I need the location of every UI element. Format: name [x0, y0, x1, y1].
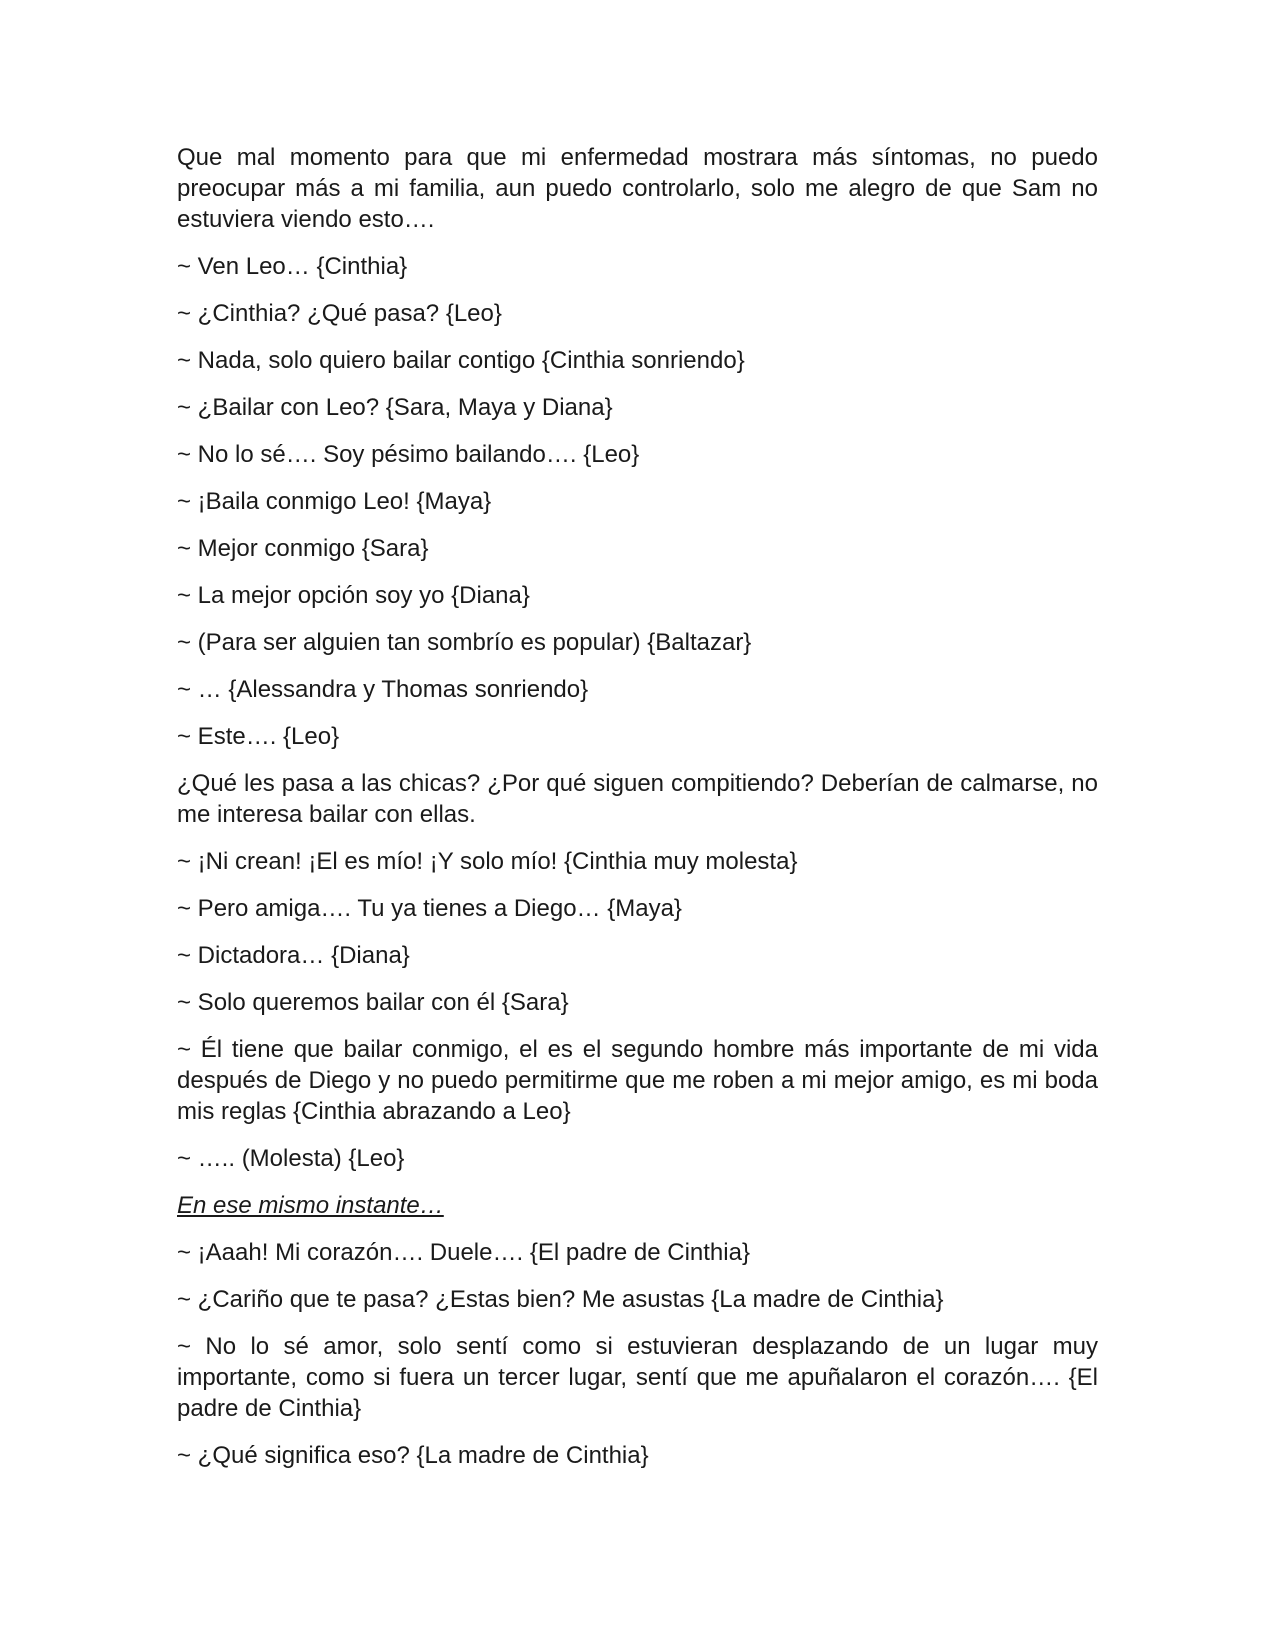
dialogue-line: ~ ¡Ni crean! ¡El es mío! ¡Y solo mío! {Cinthia muy molesta} — [177, 848, 798, 875]
dialogue-line: ~ Este…. {Leo} — [177, 723, 340, 750]
dialogue-line: ~ ….. (Molesta) {Leo} — [177, 1145, 405, 1172]
document-page — [177, 142, 1098, 1487]
dialogue-line: ~ No lo sé amor, solo sentí como si estuvieran desplazando de un lugar muy importante, como si fuera un tercer lugar, sentí que me apuñalaron el corazón…. {El padre de Cinthia} — [177, 1333, 1098, 1422]
dialogue-line: ~ Ven Leo… {Cinthia} — [177, 253, 408, 280]
dialogue-line: ~ ¡Baila conmigo Leo! {Maya} — [177, 488, 492, 515]
dialogue-line: ~ La mejor opción soy yo {Diana} — [177, 582, 530, 609]
dialogue-line: ~ Nada, solo quiero bailar contigo {Cinthia sonriendo} — [177, 347, 745, 374]
scene-transition-text: En ese mismo instante… — [177, 1192, 444, 1219]
narration-paragraph: ¿Qué les pasa a las chicas? ¿Por qué siguen compitiendo? Deberían de calmarse, no me interesa bailar con ellas. — [177, 770, 1098, 828]
narration-paragraph: Que mal momento para que mi enfermedad mostrara más síntomas, no puedo preocupar más a mi familia, aun puedo controlarlo, solo me alegro de que Sam no estuviera viendo esto…. — [177, 144, 1098, 233]
scene-transition — [177, 1190, 1098, 1221]
dialogue-line: ~ ¡Aaah! Mi corazón…. Duele…. {El padre de Cinthia} — [177, 1239, 750, 1266]
dialogue-line: ~ Pero amiga…. Tu ya tienes a Diego… {Maya} — [177, 895, 682, 922]
dialogue-line: ~ ¿Cinthia? ¿Qué pasa? {Leo} — [177, 300, 502, 327]
dialogue-line: ~ Él tiene que bailar conmigo, el es el segundo hombre más importante de mi vida después de Diego y no puedo permitirme que me roben a mi mejor amigo, es mi boda mis reglas {Cinthia abrazando a Leo} — [177, 1036, 1098, 1125]
dialogue-line: ~ ¿Cariño que te pasa? ¿Estas bien? Me asustas {La madre de Cinthia} — [177, 1286, 944, 1313]
dialogue-line: ~ Mejor conmigo {Sara} — [177, 535, 429, 562]
dialogue-line: ~ No lo sé…. Soy pésimo bailando…. {Leo} — [177, 441, 640, 468]
dialogue-line: ~ Dictadora… {Diana} — [177, 942, 410, 969]
dialogue-line: ~ … {Alessandra y Thomas sonriendo} — [177, 676, 589, 703]
dialogue-line: ~ ¿Bailar con Leo? {Sara, Maya y Diana} — [177, 394, 613, 421]
dialogue-line: ~ ¿Qué significa eso? {La madre de Cinthia} — [177, 1442, 649, 1469]
dialogue-line: ~ Solo queremos bailar con él {Sara} — [177, 989, 569, 1016]
dialogue-line: ~ (Para ser alguien tan sombrío es popular) {Baltazar} — [177, 629, 752, 656]
